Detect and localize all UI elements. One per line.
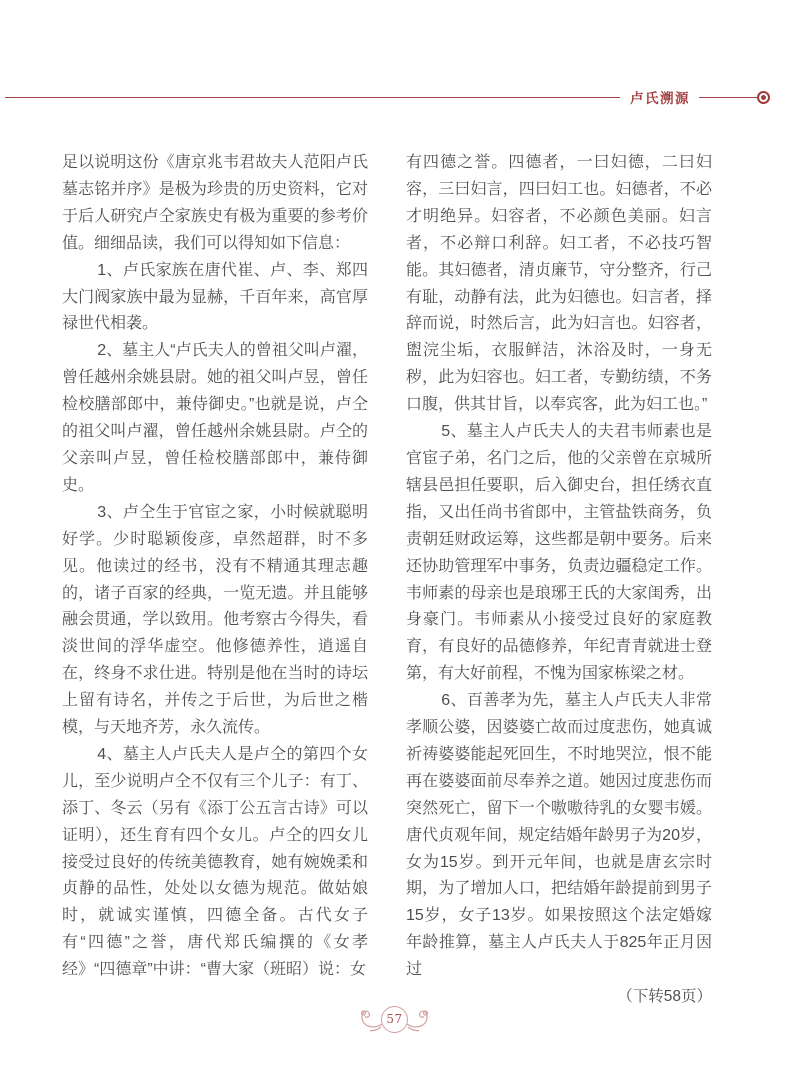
paragraph: 5、墓主人卢氏夫人的夫君韦师素也是官宦子弟，名门之后，他的父亲曾在京城所辖县邑担任要职，后入御史台，担任绣衣直指，又出任尚书省郎中，主管盐铁商务，负责朝廷财政运筹，这些都是朝中要务。后来还协助管理军中事务，负责边疆稳定工作。韦师素的母亲也是琅琊王氏的大家闺秀，出身豪门。韦师素从小接受过良好的家庭教育，有良好的品德修养，年纪青青就进士登第，有大好前程，不愧为国家栋梁之材。 bbox=[406, 423, 712, 683]
bullseye-dot bbox=[761, 95, 766, 100]
header-rule-right bbox=[699, 97, 757, 98]
paragraph: 2、墓主人“卢氏夫人的曾祖父叫卢濯，曾任越州余姚县尉。她的祖父叫卢昱，曾任检校膳部郎中，兼侍御史。”也就是说，卢仝的祖父叫卢濯，曾任越州余姚县尉。卢仝的父亲叫卢昱，曾任检校膳部郎中，兼侍御史。 bbox=[62, 342, 368, 494]
paragraph: 1、卢氏家族在唐代崔、卢、李、郑四大门阀家族中最为显赫，千百年来，高官厚禄世代相袭。 bbox=[62, 261, 368, 333]
right-column bbox=[406, 150, 712, 1011]
article-body bbox=[62, 150, 712, 1011]
paragraph: 4、墓主人卢氏夫人是卢仝的第四个女儿，至少说明卢仝不仅有三个儿子：有丁、添丁、冬云（另有《添丁公五言古诗》可以证明），还生育有四个女儿。卢仝的四女儿接受过良好的传统美德教育，她有婉娩柔和贞静的品性，处处以女德为规范。做姑娘时，就诚实谨慎，四德全备。古代女子有“四德”之誉，唐代郑氏编撰的《女孝经》“四德章”中讲：“曹大家（班昭）说：女 bbox=[62, 745, 368, 979]
continuation-note: （下转58页） bbox=[617, 988, 712, 1006]
left-column bbox=[62, 150, 368, 1011]
flourish-right-icon bbox=[406, 1004, 432, 1034]
section-title: 卢氏溯源 bbox=[630, 91, 690, 106]
header-rule-left bbox=[5, 97, 620, 98]
pagenumber-circle bbox=[381, 1006, 408, 1033]
pagenumber-ornament bbox=[357, 1004, 432, 1034]
paragraph: 6、百善孝为先，墓主人卢氏夫人非常孝顺公婆，因婆婆亡故而过度悲伤，她真诚祈祷婆婆能起死回生，不时地哭泣，恨不能再在婆婆面前尽奉养之道。她因过度悲伤而突然死亡，留下一个嗷嗷待乳的女婴韦媛。唐代贞观年间，规定结婚年龄男子为20岁，女为15岁。到开元年间，也就是唐玄宗时期，为了增加人口，把结婚年龄提前到男子15岁，女子13岁。如果按照这个法定婚嫁年龄推算，墓主人卢氏夫人于825年正月因过 bbox=[406, 692, 712, 979]
paragraph: 3、卢仝生于官宦之家，小时候就聪明好学。少时聪颖俊彦，卓然超群，时不多见。他读过的经书，没有不精通其理志趣的，诸子百家的经典，一览无遗。并且能够融会贯通，学以致用。他考察古今得失，看淡世间的浮华虚空。他修德养性，逍遥自在，终身不求仕进。特别是他在当时的诗坛上留有诗名，并传之于后世，为后世之楷模，与天地齐芳，永久流传。 bbox=[62, 503, 368, 737]
page-number: 57 bbox=[386, 1012, 403, 1026]
page-header bbox=[0, 86, 789, 108]
page-footer bbox=[0, 1004, 789, 1034]
paragraph: 足以说明这份《唐京兆韦君故夫人范阳卢氏墓志铭并序》是极为珍贵的历史资料，它对于后人研究卢仝家族史有极为重要的参考价值。细细品读，我们可以得知如下信息： bbox=[62, 154, 368, 252]
flourish-left-icon bbox=[357, 1004, 383, 1034]
bullseye-icon bbox=[757, 91, 770, 104]
paragraph: 有四德之誉。四德者，一曰妇德，二曰妇容，三曰妇言，四曰妇工也。妇德者，不必才明绝异。妇容者，不必颜色美丽。妇言者，不必辩口利辞。妇工者，不必技巧智能。其妇德者，清贞廉节，守分整齐，行己有耻，动静有法，此为妇德也。妇言者，择辞而说，时然后言，此为妇言也。妇容者，盥浣尘垢，衣服鲜洁，沐浴及时，一身无秽，此为妇容也。妇工者，专勤纺绩，不务口腹，供其甘旨，以奉宾客，此为妇工也。” bbox=[406, 154, 712, 414]
